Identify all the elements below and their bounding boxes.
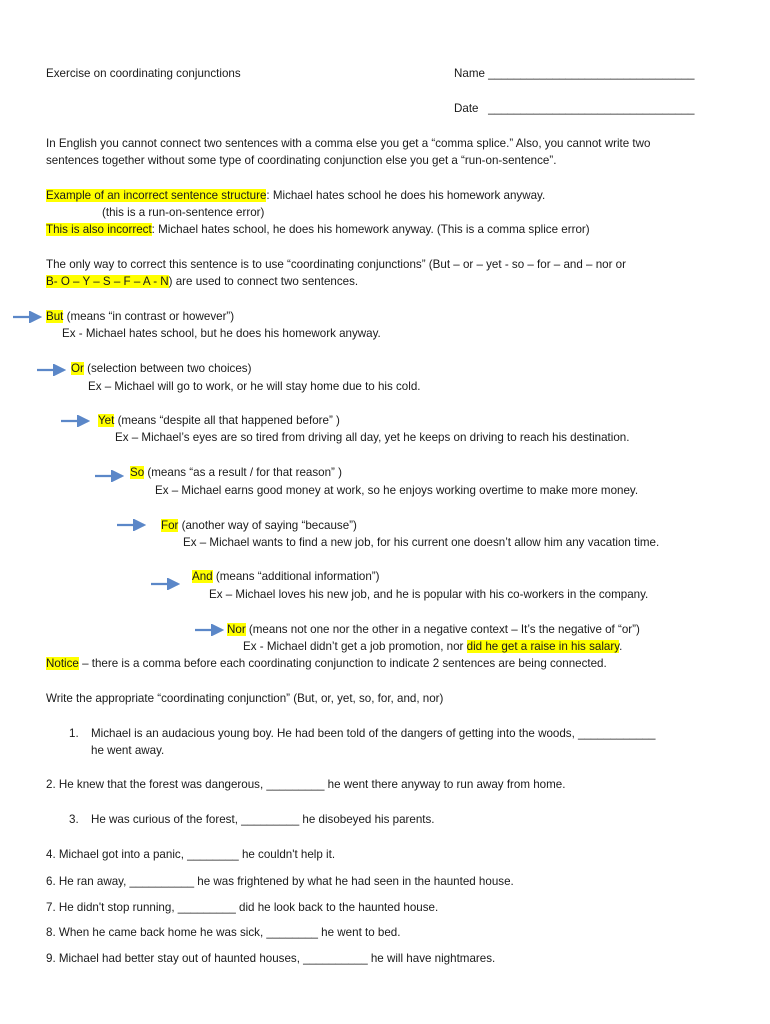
correct-line-2: B- O – Y – S – F – A - N) are used to connect two sentences. xyxy=(46,275,359,288)
conjunction-so xyxy=(130,465,342,480)
exercise-item: 7. He didn't stop running, _________ did he look back to the haunted house. xyxy=(46,901,439,914)
conjunction-word: But xyxy=(46,310,64,323)
conjunction-example: Ex - Michael hates school, but he does his homework anyway. xyxy=(62,327,381,340)
worksheet-title: Exercise on coordinating conjunctions xyxy=(46,67,241,80)
acronym-boysfan: B- O – Y – S – F – A - N xyxy=(46,275,169,288)
name-label: Name xyxy=(454,67,485,80)
exercise-instructions: Write the appropriate “coordinating conjunction” (But, or, yet, so, for, and, nor) xyxy=(46,692,444,705)
notice-label: Notice xyxy=(46,657,79,670)
conjunction-meaning: (another way of saying “because”) xyxy=(178,519,357,532)
conjunction-example: Ex – Michael earns good money at work, so he enjoys working overtime to make more money. xyxy=(155,484,639,497)
arrow-right-icon xyxy=(60,415,90,427)
conjunction-example: Ex - Michael didn’t get a job promotion, nor did he get a raise in his salary. xyxy=(243,640,623,653)
intro-line-2: sentences together without some type of coordinating conjunction else you get a “run-on-sentence”. xyxy=(46,154,557,167)
incorrect-label-2: This is also incorrect xyxy=(46,223,152,236)
incorrect-label-1: Example of an incorrect sentence structure xyxy=(46,189,267,202)
conjunction-nor xyxy=(227,622,640,637)
intro-line-1: In English you cannot connect two sentences with a comma else you get a “comma splice.” Also, you cannot write two xyxy=(46,137,651,150)
conjunction-word: Yet xyxy=(98,414,115,427)
conjunction-meaning: (means not one nor the other in a negative context – It’s the negative of “or”) xyxy=(245,623,640,636)
conjunction-word: And xyxy=(192,570,213,583)
notice-line xyxy=(46,656,607,671)
notice-text: – there is a comma before each coordinating conjunction to indicate 2 sentences are being connected. xyxy=(78,657,607,670)
conjunction-word: Or xyxy=(71,362,84,375)
conjunction-or xyxy=(71,361,251,376)
arrow-right-icon xyxy=(194,624,224,636)
conjunction-example: Ex – Michael wants to find a new job, for his current one doesn’t allow him any vacation time. xyxy=(183,536,660,549)
exercise-item: 6. He ran away, __________ he was frightened by what he had seen in the haunted house. xyxy=(46,875,514,888)
date-blank: ________________________________ xyxy=(488,102,695,115)
exercise-item: He was curious of the forest, _________ he disobeyed his parents. xyxy=(91,813,435,826)
conjunction-word: For xyxy=(161,519,179,532)
exercise-item: 9. Michael had better stay out of haunted houses, __________ he will have nightmares. xyxy=(46,952,496,965)
conjunction-example: Ex – Michael loves his new job, and he is popular with his co-workers in the company. xyxy=(209,588,649,601)
conjunction-word: Nor xyxy=(227,623,246,636)
conjunction-and xyxy=(192,569,380,584)
date-label: Date xyxy=(454,102,479,115)
exercise-item: 8. When he came back home he was sick, ________ he went to bed. xyxy=(46,926,401,939)
arrow-right-icon xyxy=(116,519,146,531)
arrow-right-icon xyxy=(94,470,124,482)
conjunction-meaning: (means “despite all that happened before” ) xyxy=(114,414,340,427)
conjunction-meaning: (selection between two choices) xyxy=(83,362,252,375)
conjunction-yet xyxy=(98,413,340,428)
highlighted-clause: did he get a raise in his salary xyxy=(466,640,620,653)
conjunction-meaning: (means “as a result / for that reason” ) xyxy=(144,466,343,479)
incorrect-example-1 xyxy=(46,188,545,203)
incorrect-example-2 xyxy=(46,222,590,237)
conjunction-for xyxy=(161,518,357,533)
date-field[interactable] xyxy=(454,101,695,116)
correct-line-1: The only way to correct this sentence is to use “coordinating conjunctions” (But – or – yet - so – for – and – nor or xyxy=(46,258,626,271)
name-field[interactable] xyxy=(454,66,695,81)
exercise-item: 2. He knew that the forest was dangerous, _________ he went there anyway to run away from home. xyxy=(46,778,566,791)
incorrect-text-2: : Michael hates school, he does his homework anyway. (This is a comma splice error) xyxy=(151,223,590,236)
conjunction-meaning: (means “in contrast or however”) xyxy=(63,310,235,323)
arrow-right-icon xyxy=(12,311,42,323)
exercise-item-cont: he went away. xyxy=(91,744,165,757)
incorrect-text-1: : Michael hates school he does his homework anyway. xyxy=(266,189,546,202)
conjunction-meaning: (means “additional information”) xyxy=(212,570,380,583)
conjunction-example: Ex – Michael will go to work, or he will stay home due to his cold. xyxy=(88,380,421,393)
conjunction-but xyxy=(46,309,234,324)
arrow-right-icon xyxy=(150,578,180,590)
conjunction-word: So xyxy=(130,466,145,479)
conjunction-example: Ex – Michael’s eyes are so tired from driving all day, yet he keeps on driving to reach his destination. xyxy=(115,431,630,444)
exercise-item: 4. Michael got into a panic, ________ he couldn't help it. xyxy=(46,848,336,861)
exercise-number: 1. xyxy=(69,727,79,740)
arrow-right-icon xyxy=(36,364,66,376)
exercise-number: 3. xyxy=(69,813,79,826)
name-blank: ________________________________ xyxy=(488,67,695,80)
incorrect-note-1: (this is a run-on-sentence error) xyxy=(102,206,265,219)
exercise-item: Michael is an audacious young boy. He had been told of the dangers of getting into the woods, ____________ xyxy=(91,727,656,740)
